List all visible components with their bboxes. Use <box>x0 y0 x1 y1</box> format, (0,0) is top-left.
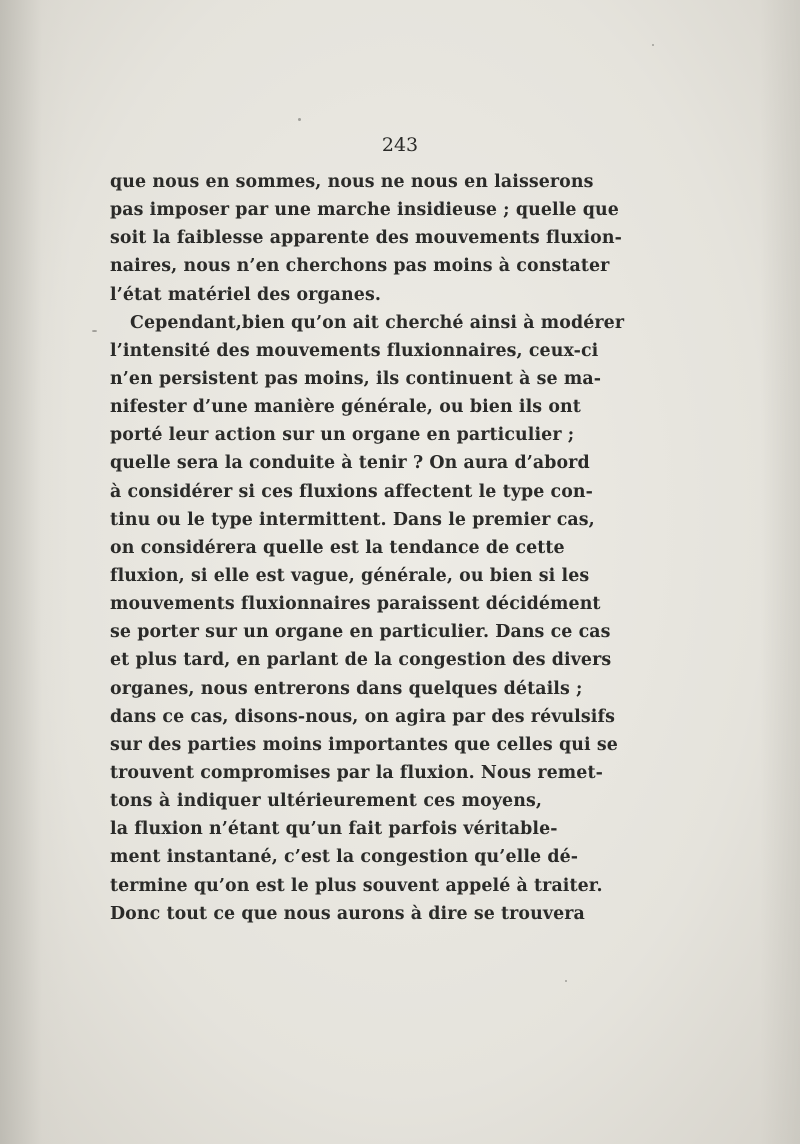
page-edge-shadow <box>760 0 800 1144</box>
text-line: tinu ou le type intermittent. Dans le premier cas, <box>110 509 595 530</box>
text-line: organes, nous entrerons dans quelques détails ; <box>110 678 583 699</box>
body-text <box>110 168 625 928</box>
text-line: soit la faiblesse apparente des mouvements fluxion- <box>110 228 622 249</box>
paper-speck <box>298 118 301 121</box>
text-line: tons à indiquer ultérieurement ces moyens, <box>110 791 542 812</box>
text-line: Cependant,bien qu’on ait cherché ainsi à modérer <box>130 312 625 333</box>
text-line: et plus tard, en parlant de la congestion des divers <box>110 650 612 671</box>
text-line: Donc tout ce que nous aurons à dire se trouvera <box>110 903 585 924</box>
text-line: on considérera quelle est la tendance de cette <box>110 537 565 558</box>
text-line: sur des parties moins importantes que celles qui se <box>110 734 618 755</box>
text-line: trouvent compromises par la fluxion. Nous remet- <box>110 762 603 783</box>
text-line: nifester d’une manière générale, ou bien ils ont <box>110 397 581 418</box>
text-line: que nous en sommes, nous ne nous en laisserons <box>110 172 594 192</box>
page-number: 243 <box>381 134 419 156</box>
paper-speck <box>92 330 97 332</box>
text-line: fluxion, si elle est vague, générale, ou bien si les <box>110 565 590 586</box>
text-line: la fluxion n’étant qu’un fait parfois véritable- <box>110 819 558 840</box>
text-line: pas imposer par une marche insidieuse ; quelle que <box>110 200 619 221</box>
text-line: ment instantané, c’est la congestion qu’elle dé- <box>110 847 579 868</box>
gutter-shadow <box>0 0 70 1144</box>
text-line: se porter sur un organe en particulier. Dans ce cas <box>110 622 611 643</box>
text-line: l’état matériel des organes. <box>110 284 381 305</box>
paper-speck <box>565 980 567 982</box>
paper-speck <box>652 44 654 46</box>
text-line: n’en persistent pas moins, ils continuent à se ma- <box>110 368 602 389</box>
text-line: à considérer si ces fluxions affectent le type con- <box>110 481 593 502</box>
text-line: porté leur action sur un organe en particulier ; <box>110 425 575 446</box>
text-line: mouvements fluxionnaires paraissent décidément <box>110 594 601 615</box>
text-line: termine qu’on est le plus souvent appelé à traiter. <box>110 875 603 896</box>
text-line: l’intensité des mouvements fluxionnaires, ceux-ci <box>110 340 599 361</box>
text-line: quelle sera la conduite à tenir ? On aura d’abord <box>110 453 590 474</box>
text-line: dans ce cas, disons-nous, on agira par des révulsifs <box>110 706 615 727</box>
text-line: naires, nous n’en cherchons pas moins à constater <box>110 256 610 277</box>
